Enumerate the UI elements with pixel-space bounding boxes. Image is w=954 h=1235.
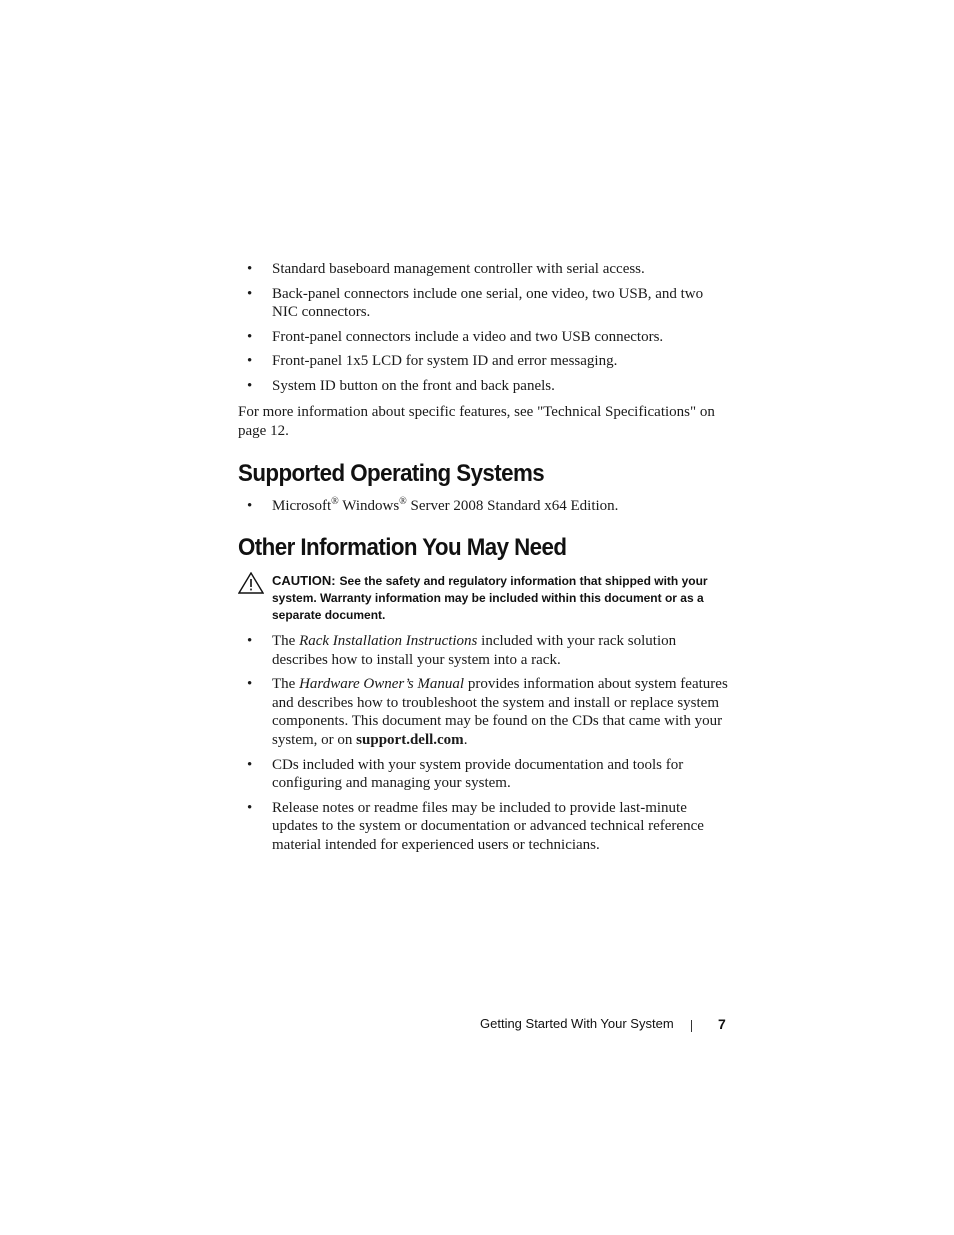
page-footer bbox=[480, 1016, 726, 1032]
bullet-icon: • bbox=[247, 328, 253, 345]
list-item-text: System ID button on the front and back panels. bbox=[272, 377, 555, 394]
other-info-heading: Other Information You May Need bbox=[238, 534, 567, 561]
item-text: The bbox=[272, 633, 300, 649]
os-name-part: Server 2008 Standard x64 Edition. bbox=[406, 498, 619, 514]
footer-title: Getting Started With Your System bbox=[480, 1016, 674, 1031]
list-item bbox=[238, 756, 730, 793]
os-name-part: Microsoft bbox=[272, 498, 332, 514]
page-number: 7 bbox=[718, 1016, 726, 1032]
list-item bbox=[238, 352, 730, 371]
caution-label: CAUTION: bbox=[272, 573, 336, 588]
list-item bbox=[238, 377, 730, 396]
bullet-icon: • bbox=[247, 353, 253, 370]
os-name-part: Windows bbox=[338, 498, 400, 514]
item-text: CDs included with your system provide documentation and tools for configuring and managing your system. bbox=[272, 756, 684, 792]
item-text: . bbox=[463, 731, 468, 748]
caution-text: See the safety and regulatory information that shipped with your system. Warranty information may be included within this document or as a separate document. bbox=[272, 574, 708, 622]
caution-text-block bbox=[272, 572, 718, 624]
registered-mark: ® bbox=[331, 496, 339, 507]
bullet-icon: • bbox=[247, 633, 253, 649]
support-link[interactable]: support.dell.com bbox=[356, 731, 464, 748]
document-title: Hardware Owner’s Manual bbox=[299, 676, 465, 693]
bullet-icon: • bbox=[247, 377, 253, 394]
supported-os-list bbox=[238, 497, 730, 516]
item-text: provides information about system features and describes how to troubleshoot the system and install or replace system components. This document may be found on the CDs that came with your system, or on bbox=[272, 676, 728, 748]
bullet-icon: • bbox=[247, 799, 253, 816]
features-list bbox=[238, 260, 730, 396]
footer-divider bbox=[691, 1020, 692, 1032]
bullet-icon: • bbox=[247, 676, 253, 693]
registered-mark: ® bbox=[399, 496, 407, 507]
other-info-list bbox=[238, 632, 730, 855]
caution-notice bbox=[238, 572, 718, 624]
document-title: Rack Installation Instructions bbox=[299, 633, 478, 649]
list-item bbox=[238, 675, 730, 749]
supported-os-heading: Supported Operating Systems bbox=[238, 460, 545, 487]
list-item-text: Standard baseboard management controller with serial access. bbox=[272, 261, 645, 277]
item-text: included with your rack solution describes how to install your system into a rack. bbox=[272, 633, 677, 668]
list-item bbox=[238, 285, 730, 322]
list-item bbox=[238, 260, 730, 279]
list-item bbox=[238, 328, 730, 347]
list-item-text: Back-panel connectors include one serial, one video, two USB, and two NIC connectors. bbox=[272, 285, 704, 321]
list-item-text: Front-panel connectors include a video and two USB connectors. bbox=[272, 328, 664, 345]
more-info-paragraph: For more information about specific features, see "Technical Specifications" on page 12. bbox=[238, 404, 715, 439]
item-text: Release notes or readme files may be included to provide last-minute updates to the system or documentation or advanced technical reference material intended for experienced users or technicians. bbox=[272, 799, 704, 853]
list-item bbox=[238, 632, 730, 669]
bullet-icon: • bbox=[247, 498, 253, 514]
bullet-icon: • bbox=[247, 756, 253, 773]
list-item-text: Front-panel 1x5 LCD for system ID and error messaging. bbox=[272, 353, 618, 370]
warning-icon bbox=[238, 572, 264, 594]
bullet-icon: • bbox=[247, 285, 253, 302]
item-text: The bbox=[272, 676, 300, 693]
list-item bbox=[238, 497, 730, 516]
bullet-icon: • bbox=[247, 261, 253, 277]
list-item bbox=[238, 799, 730, 855]
